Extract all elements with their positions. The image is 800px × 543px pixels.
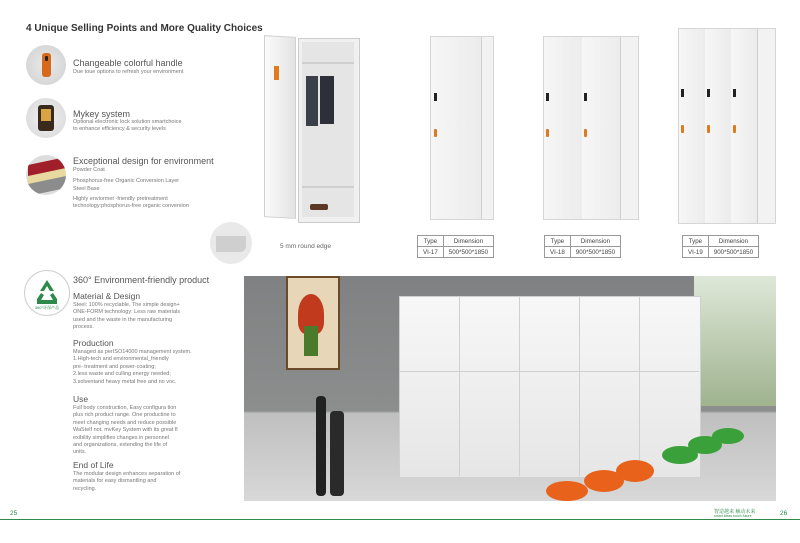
handle-photo xyxy=(26,45,66,85)
page-heading: 4 Unique Selling Points and More Quality Choices xyxy=(26,23,263,34)
dimension-header: Dimension xyxy=(708,236,758,247)
dimension-value: 900*500*1850 xyxy=(570,247,620,258)
type-value: VI-19 xyxy=(683,247,709,258)
page-number-right: 26 xyxy=(780,510,788,517)
badge-text: 360°环保产品 xyxy=(34,305,60,310)
feature-title-handle: Changeable colorful handle xyxy=(73,58,183,68)
type-header: Type xyxy=(683,236,709,247)
feature-desc-env-2: Phosphorus-free Organic Conversion Layer xyxy=(73,178,180,184)
type-header: Type xyxy=(418,236,444,247)
recycle-badge xyxy=(24,270,70,316)
feature-desc-handle: Due toue options to refresh your environment xyxy=(73,69,184,75)
feature-desc-mykey-2: to enhance efficiency & security levels xyxy=(73,126,166,132)
feature-title-environment: Exceptional design for environment xyxy=(73,156,214,166)
section-body-production: Managed as perISO14000 management system. 1.High-tech and environmental_friendly pre- treatment and power-coating; 2.less waste and culling energy needed; 3.solventand heavy metal free and no voc. xyxy=(73,349,192,385)
round-edge-label: 5 mm round edge xyxy=(280,243,331,250)
eco-title: 360° Environment-friendly product xyxy=(73,275,210,285)
feature-desc-env-1: Powder Coat xyxy=(73,167,105,173)
footer-brand-sub: smart ideas touch future xyxy=(714,514,752,518)
dimension-value: 500*500*1850 xyxy=(443,247,493,258)
section-title-material: Material & Design xyxy=(73,291,141,301)
section-title-production: Production xyxy=(73,338,114,348)
section-title-end-of-life: End of Life xyxy=(73,460,114,470)
dimension-table-vi17 xyxy=(417,235,494,258)
showroom-photo xyxy=(244,276,776,501)
cabinet-vi18 xyxy=(543,36,639,220)
round-edge-photo xyxy=(210,222,252,264)
dimension-header: Dimension xyxy=(443,236,493,247)
feature-desc-env-3: Steel Base xyxy=(73,186,100,192)
page-number-left: 25 xyxy=(10,510,18,517)
footer-rule xyxy=(0,519,800,520)
type-value: VI-17 xyxy=(418,247,444,258)
feature-desc-env-4: Highly enviormet -friendly pretreatment xyxy=(73,196,168,202)
cabinet-vi19 xyxy=(678,28,776,224)
section-body-use: Full body construction, Easy configura tion plus rich product range. One productine to meet changing needs and reduce possible WaStelf not. mvKey System with its great fl exibility simplifies changes in personnel and organizations, extending the life of units. xyxy=(73,405,178,456)
cabinet-vi17 xyxy=(430,36,494,220)
feature-desc-env-5: technology:phosphorus-free organic conversion xyxy=(73,203,189,209)
section-title-use: Use xyxy=(73,394,89,404)
mykey-lock-photo xyxy=(26,98,66,138)
layers-photo xyxy=(26,155,66,195)
footer-brand: 智造越来 触动未来 xyxy=(714,509,756,515)
feature-title-mykey: Mykey system xyxy=(73,109,131,119)
dimension-header: Dimension xyxy=(570,236,620,247)
type-value: VI-18 xyxy=(545,247,571,258)
feature-desc-mykey-1: Optional electronic lock solution smartchoice xyxy=(73,119,182,125)
section-body-material: Steel: 100% recyclable. The simple design+ ONE-FORM technology: Less raw materials used and the waste in the manufacturing process. xyxy=(73,302,180,331)
section-body-end-of-life: The modular design enhances separation of materials for easy dismantling and recycling. xyxy=(73,471,181,492)
dimension-value: 900*500*1850 xyxy=(708,247,758,258)
open-cabinet-photo xyxy=(264,36,360,222)
type-header: Type xyxy=(545,236,571,247)
dimension-table-vi18 xyxy=(544,235,621,258)
dimension-table-vi19 xyxy=(682,235,759,258)
